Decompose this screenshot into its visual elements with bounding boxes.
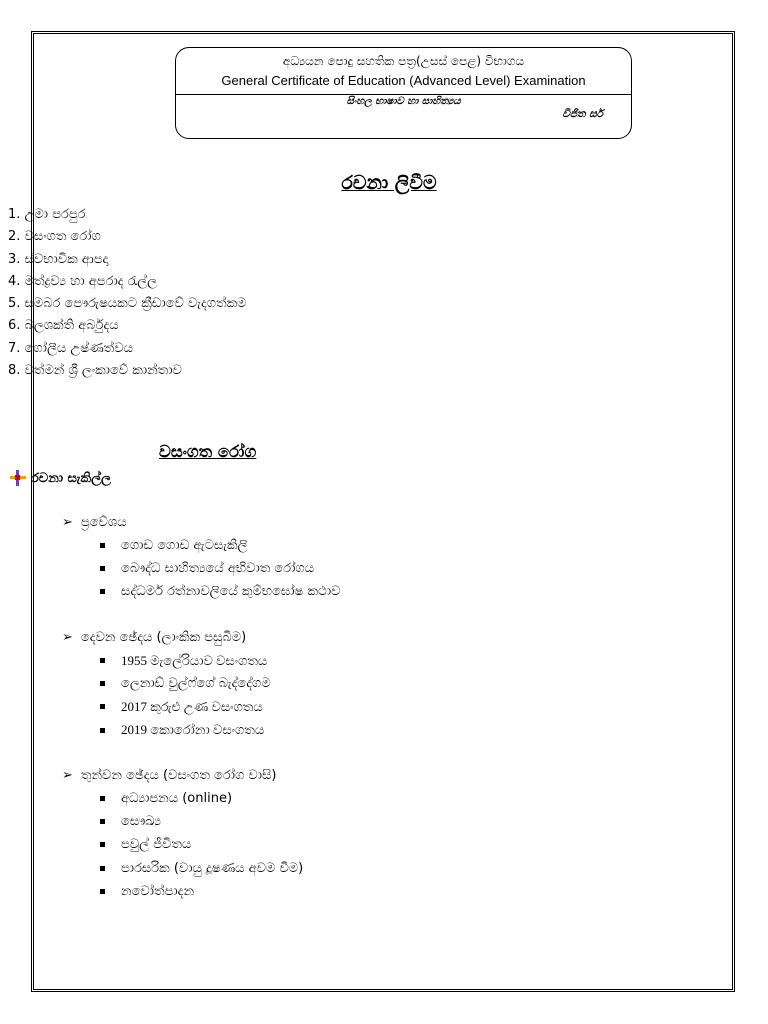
subject-name: සිංහල භාෂාව හා සාහිත්‍යය bbox=[346, 96, 461, 107]
list-item: ලෙනාඩ් වුල්ෆ්ගේ බැද්දේගම bbox=[100, 672, 271, 695]
arrow-bullet-icon: ➢ bbox=[62, 514, 73, 530]
list-item: සද්ධර්ම රත්නාවලියේ කුම්භඝෝෂ කථාව bbox=[100, 580, 340, 603]
square-bullet-icon bbox=[100, 658, 105, 663]
list-item: බෞද්ධ සාහිත්‍යයේ අභිවාත රෝගය bbox=[100, 557, 340, 580]
outline-section-intro bbox=[62, 512, 340, 604]
list-item: පවුල් ජීවිතය bbox=[100, 833, 303, 856]
outline-section-third bbox=[62, 765, 303, 903]
outline-heading-label: රචනා සැකිල්ල bbox=[31, 470, 111, 486]
outline-heading bbox=[10, 470, 111, 486]
list-item: 1955 මැලේරියාව වසංගතය bbox=[100, 649, 271, 672]
list-item: නවෝත්පාදන bbox=[100, 880, 303, 903]
section-heading: තුන්වන ඡේදය (වසංගත රෝග වාසි) bbox=[80, 767, 277, 783]
section-heading: දෙවන ඡේදය (ලාංකික පසුබිම) bbox=[80, 629, 247, 645]
square-bullet-icon bbox=[100, 842, 105, 847]
square-bullet-icon bbox=[100, 681, 105, 686]
arrow-bullet-icon: ➢ bbox=[62, 629, 73, 645]
outline-section-second bbox=[62, 627, 271, 742]
exam-header-box bbox=[175, 47, 632, 139]
square-bullet-icon bbox=[100, 728, 105, 733]
page-title: රචනා ලිවීම bbox=[341, 172, 437, 194]
list-item: අධ්‍යාපනය (online) bbox=[100, 787, 303, 810]
topic-item: 7. ගෝලීය උෂ්ණත්වය bbox=[8, 340, 133, 356]
list-item: පාරසරික (වායු දූෂණය අවම වීම) bbox=[100, 857, 303, 880]
square-bullet-icon bbox=[100, 566, 105, 571]
square-bullet-icon bbox=[100, 704, 105, 709]
topic-item: 6. බලශක්ති අර්බුදය bbox=[8, 318, 119, 334]
topic-item: 5. සමබර පෞරුෂයකට ක්‍රීඩාවේ වැදගත්කම bbox=[8, 296, 247, 312]
essay-topic-list bbox=[8, 204, 247, 382]
square-bullet-icon bbox=[100, 819, 105, 824]
square-bullet-icon bbox=[100, 866, 105, 871]
square-bullet-icon bbox=[100, 543, 105, 548]
teacher-name: විජිත සර් bbox=[562, 108, 603, 120]
list-item: සෞඛ්‍ය bbox=[100, 810, 303, 833]
section-title: වසංගත රෝග bbox=[159, 442, 257, 461]
section-heading: ප්‍රවේශය bbox=[80, 514, 127, 530]
topic-item: 3. ස්වභාවික ආපදා bbox=[8, 251, 109, 267]
topic-item: 2. වසංගත රෝග bbox=[8, 229, 101, 245]
header-divider bbox=[176, 94, 631, 95]
list-item: 2017 කුරුළු උණ වසංගතය bbox=[100, 695, 271, 718]
topic-item: 8. වත්මන් ශ්‍රී ලංකාවේ කාන්තාව bbox=[8, 363, 182, 379]
cross-bullet-icon bbox=[10, 470, 26, 486]
topic-item: 1. උමා පරපුර bbox=[8, 207, 86, 222]
exam-title-english: General Certificate of Education (Advanced Level) Examination bbox=[221, 73, 586, 88]
topic-item: 4. මත්ද්‍රව්‍ය හා අපරාද රැල්ල bbox=[8, 273, 158, 289]
square-bullet-icon bbox=[100, 889, 105, 894]
list-item: 2019 කොරෝනා වසංගතය bbox=[100, 719, 271, 742]
square-bullet-icon bbox=[100, 796, 105, 801]
square-bullet-icon bbox=[100, 589, 105, 594]
arrow-bullet-icon: ➢ bbox=[62, 767, 73, 783]
exam-title-sinhala: අධ්‍යයන පොදු සහතික පත්‍ර(උසස් පෙළ) විභාගය bbox=[282, 54, 525, 68]
list-item: ගොඩ ගොඩ ඇටසැකිලි bbox=[100, 534, 340, 557]
